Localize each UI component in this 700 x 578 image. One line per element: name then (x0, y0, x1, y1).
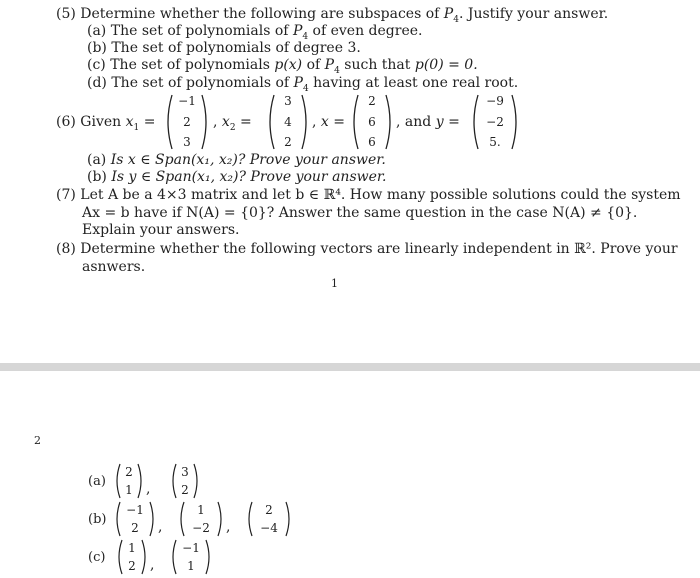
problem-8-text-1: Determine whether the following vectors are linearly independent in ℝ². Prove your (80, 241, 678, 257)
problem-5-text-end: . Justify your answer. (458, 6, 609, 22)
problem-5c-sub: 4 (334, 65, 340, 76)
set-b-label: (b) (88, 512, 107, 527)
x2-entry: 3 (284, 94, 292, 108)
problem-5a-tail: of even degree. (312, 23, 423, 39)
problem-5c-space: P (324, 57, 335, 73)
problem-5b (87, 40, 361, 56)
problem-5d-tail: having at least one real root. (313, 75, 519, 91)
set-b-vector-2 (178, 500, 224, 538)
set-a-label: (a) (88, 474, 106, 489)
x-entry: 2 (368, 94, 376, 108)
x2-sub: 2 (229, 122, 236, 133)
problem-5a (87, 23, 423, 42)
x1-sub: 1 (133, 122, 140, 133)
problem-5c-tail: such that (344, 57, 411, 73)
problem-5a-sub: 4 (302, 31, 309, 42)
problem-6-given-word: Given (80, 114, 122, 130)
x2-label-group (213, 114, 252, 133)
problem-5c-mid: of (306, 57, 321, 73)
vector-x2 (266, 93, 310, 151)
problem-5c-label: (c) (87, 57, 106, 73)
page-divider (0, 363, 700, 371)
vector-x1 (164, 93, 210, 151)
x1-label: x (125, 114, 134, 130)
set-b-comma-2: , (226, 519, 231, 535)
set-b-v3-entry: −4 (260, 521, 278, 535)
problem-5a-label: (a) (87, 23, 107, 39)
x-entry: 6 (368, 114, 376, 129)
problem-7-line3 (82, 222, 240, 238)
problem-5c (87, 57, 478, 76)
problem-6b (87, 169, 387, 185)
problem-6b-text: Is y ∈ Span(x₁, x₂)? Prove your answer. (111, 169, 387, 185)
problem-7-text-3: Explain your answers. (82, 222, 240, 238)
comma: , (213, 114, 218, 130)
set-c-v2-entry: 1 (187, 559, 195, 573)
vector-y (470, 93, 520, 151)
problem-5a-text: The set of polynomials of (110, 23, 289, 39)
problem-8-line1 (56, 241, 678, 257)
x2-entry: 4 (284, 114, 292, 129)
x-eq: = (333, 114, 345, 130)
y-entry: 5. (489, 135, 501, 149)
problem-5d-text: The set of polynomials of (111, 75, 290, 91)
x-label: x (320, 114, 329, 130)
problem-5b-text: The set of polynomials of degree 3. (111, 40, 361, 56)
y-label-group (396, 114, 460, 130)
set-c-comma: , (150, 557, 155, 573)
set-b-v3-entry: 2 (265, 503, 273, 517)
problem-5d-label: (d) (87, 75, 107, 91)
problem-5d (87, 75, 519, 94)
x1-entry: −1 (178, 94, 196, 108)
vector-x (350, 93, 394, 151)
comma: , (312, 114, 317, 130)
set-a-vector-1 (114, 462, 144, 500)
problem-6b-label: (b) (87, 169, 107, 185)
x1-entry: 2 (183, 114, 191, 129)
problem-5-stem (56, 6, 609, 25)
problem-5-space-sub: 4 (453, 14, 459, 25)
problem-7-line2 (82, 205, 637, 221)
problem-5-number: (5) (56, 6, 76, 22)
set-c-v1-entry: 2 (128, 559, 136, 573)
problem-5c-text: The set of polynomials (110, 57, 270, 73)
problem-5d-sub: 4 (302, 83, 309, 94)
set-a-v1-entry: 2 (125, 465, 133, 479)
set-a-vector-2 (170, 462, 200, 500)
problem-8-number: (8) (56, 241, 76, 257)
and-word: , and (396, 114, 432, 130)
x2-entry: 2 (284, 135, 292, 149)
set-b-v2-entry: −2 (192, 521, 210, 535)
x-label-group (312, 114, 345, 130)
problem-5c-cond: p(0) = 0. (414, 57, 478, 73)
problem-5a-space: P (292, 23, 303, 39)
problem-5d-space: P (293, 75, 303, 91)
set-a-v1-entry: 1 (125, 483, 133, 497)
problem-5-space: P (443, 6, 454, 22)
problem-6a (87, 152, 386, 168)
problem-7-text-1: Let A be a 4×3 matrix and let b ∈ ℝ⁴. How many possible solutions could the system (80, 187, 681, 203)
x-entry: 6 (368, 135, 376, 149)
problem-8-line2 (82, 259, 145, 275)
x1-entry: 3 (183, 135, 191, 149)
y-entry: −2 (486, 114, 504, 129)
y-entry: −9 (486, 94, 504, 108)
problem-5b-label: (b) (87, 40, 107, 56)
set-a-v2-entry: 2 (181, 483, 189, 497)
page-number-1: 1 (331, 277, 338, 290)
x2-eq: = (240, 114, 252, 130)
problem-7-line1 (56, 187, 681, 203)
y-eq: = (448, 114, 460, 130)
x2-label: x (221, 114, 230, 130)
problem-6a-label: (a) (87, 152, 107, 168)
problem-5-text: Determine whether the following are subspaces of (80, 6, 440, 22)
problem-6-number: (6) (56, 114, 76, 130)
set-a-comma: , (146, 481, 151, 497)
problem-6a-text: Is x ∈ Span(x₁, x₂)? Prove your answer. (110, 152, 386, 168)
problem-5c-poly: p(x) (274, 57, 303, 73)
problem-7-text-2: Ax = b have if N(A) = {0}? Answer the same question in the case N(A) ≠ {0}. (82, 205, 638, 221)
set-b-v1-entry: −1 (126, 503, 144, 517)
problem-8-text-2: asnwers. (82, 259, 146, 275)
set-c-vector-2 (170, 538, 212, 576)
set-b-vector-3 (246, 500, 292, 538)
page-number-2: 2 (34, 434, 41, 447)
set-b-v2-entry: 1 (197, 503, 205, 517)
set-c-v2-entry: −1 (182, 541, 200, 555)
set-a-v2-entry: 3 (181, 465, 189, 479)
problem-6-given (56, 114, 156, 133)
set-c-v1-entry: 1 (128, 541, 136, 555)
set-b-comma-1: , (158, 519, 163, 535)
y-label: y (435, 114, 444, 130)
set-c-vector-1 (116, 538, 148, 576)
set-b-vector-1 (114, 500, 156, 538)
set-b-v1-entry: 2 (131, 521, 139, 535)
problem-7-number: (7) (56, 187, 76, 203)
set-c-label: (c) (88, 550, 106, 565)
x1-eq: = (143, 114, 156, 130)
